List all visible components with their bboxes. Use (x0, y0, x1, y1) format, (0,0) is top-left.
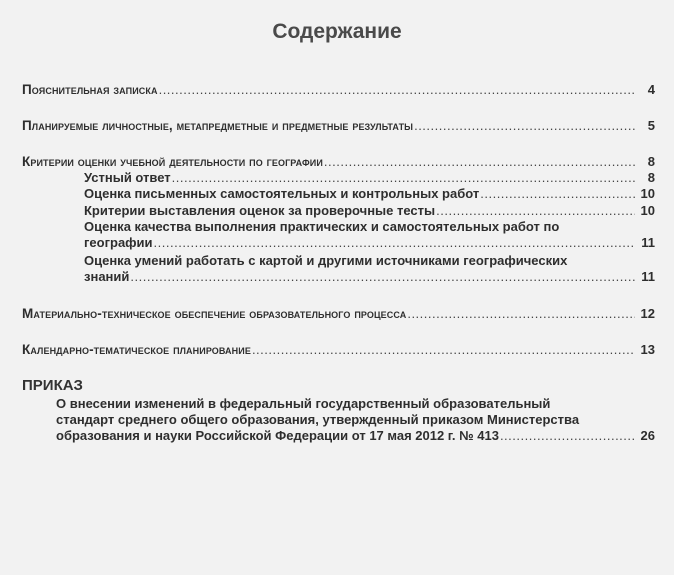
toc-entry-label: Критерии оценки учебной деятельности по географии (22, 154, 323, 169)
prikaz-entry (56, 428, 655, 444)
toc-entry-explanatory-note (22, 82, 655, 98)
prikaz-heading: ПРИКАЗ (22, 377, 83, 394)
toc-entry-label: Материально-техническое обеспечение образовательного процесса (22, 306, 407, 321)
toc-subentry-map-line1: Оценка умений работать с картой и другими источниками географических (84, 253, 568, 268)
toc-page-number: 13 (640, 342, 655, 357)
toc-entry-label: географии (84, 235, 153, 250)
toc-entry-label: Пояснительная записка (22, 82, 158, 97)
toc-page-number: 10 (640, 186, 655, 201)
toc-page-number: 11 (641, 269, 655, 284)
toc-page-number: 11 (641, 235, 655, 250)
dot-leader (407, 306, 635, 322)
toc-page-number: 4 (647, 82, 655, 97)
toc-entry-label: Оценка письменных самостоятельных и контрольных работ (84, 186, 480, 201)
dot-leader (172, 170, 635, 186)
toc-subentry-practical-line1: Оценка качества выполнения практических и самостоятельных работ по (84, 219, 560, 234)
toc-subentry-practical (84, 235, 655, 251)
toc-entry-label: знаний (84, 269, 130, 284)
toc-entry-label: Устный ответ (84, 170, 171, 185)
dot-leader (130, 269, 635, 285)
toc-subentry-oral (84, 170, 655, 186)
dot-leader (414, 118, 635, 134)
toc-entry-criteria (22, 154, 655, 170)
prikaz-line2: стандарт среднего общего образования, утвержденный приказом Министерства (56, 412, 580, 427)
dot-leader (436, 203, 635, 219)
toc-entry-label: образования и науки Российской Федерации от 17 мая 2012 г. № 413 (56, 428, 499, 443)
dot-leader (159, 82, 635, 98)
dot-leader (154, 235, 635, 251)
toc-subentry-written (84, 186, 655, 202)
toc-entry-label: Критерии выставления оценок за проверочные тесты (84, 203, 436, 218)
toc-entry-calendar (22, 342, 655, 358)
prikaz-line1: О внесении изменений в федеральный государственный образовательный (56, 396, 551, 411)
toc-page-number: 26 (640, 428, 655, 443)
dot-leader (252, 342, 635, 358)
toc-entry-materials (22, 306, 655, 322)
toc-entry-results (22, 118, 655, 134)
toc-entry-label: Планируемые личностные, метапредметные и предметные результаты (22, 118, 414, 133)
dot-leader (324, 154, 635, 170)
toc-subentry-tests (84, 203, 655, 219)
toc-page-number: 12 (640, 306, 655, 321)
toc-page-number: 5 (647, 118, 655, 133)
page-title: Содержание (272, 20, 402, 43)
toc-subentry-map (84, 269, 655, 285)
toc-page-number: 8 (647, 154, 655, 169)
toc-page-number: 10 (640, 203, 655, 218)
dot-leader (480, 186, 635, 202)
toc-page-number: 8 (647, 170, 655, 185)
dot-leader (500, 428, 635, 444)
toc-entry-label: Календарно-тематическое планирование (22, 342, 251, 357)
